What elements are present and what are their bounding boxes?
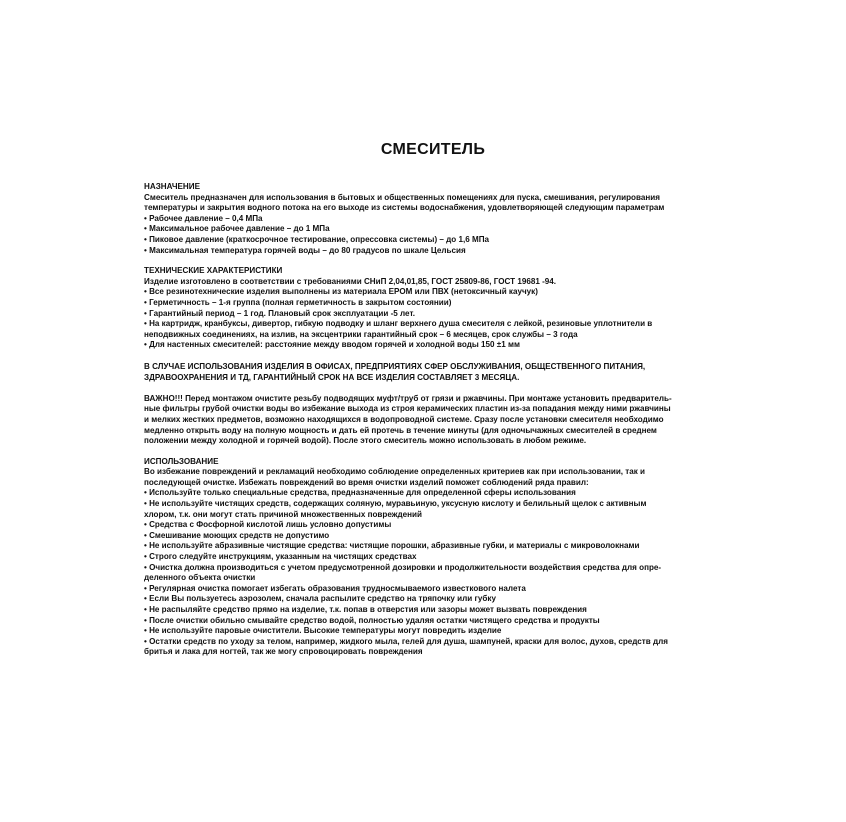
document-section [144,361,698,384]
text-line: • Очистка должна производиться с учетом предусмотренной дозировки и продолжительности воздействия средства для опре- [144,562,662,572]
text-line: • Рабочее давление – 0,4 МПа [144,213,263,223]
text-line: • Все резинотехнические изделия выполнены из материала EPOM или ПВХ (нетоксичный каучук) [144,287,538,297]
text-line: • Для настенных смесителей: расстояние между вводом горячей и холодной воды 150 ±1 мм [144,340,520,350]
text-line: хлором, т.к. они могут стать причиной множественных повреждений [144,509,422,519]
text-line: ные фильтры грубой очистки воды во избежание выхода из строя керамических пластин из-за попадания между ними ржавчины [144,404,671,414]
text-line: • Средства с Фосфорной кислотой лишь условно допустимы [144,520,392,530]
text-line: и мелких жестких предметов, возможно находящихся в водопроводной системе. Сразу после установки смесителя необходимо [144,414,664,424]
text-line: • Регулярная очистка помогает избегать образования трудносмываемого известкового налета [144,583,526,593]
document-section [144,394,698,447]
text-line: Во избежание повреждений и рекламаций необходимо соблюдение определенных критериев как при использовании, так и [144,467,646,477]
text-line: • Не используйте паровые очистители. Высокие температуры могут повредить изделие [144,626,502,636]
text-line: • Используйте только специальные средства, предназначенные для определенной сферы использования [144,488,576,498]
text-line: • Строго следуйте инструкциям, указанным на чистящих средствах [144,552,417,562]
warranty-notice-line: В СЛУЧАЕ ИСПОЛЬЗОВАНИЯ ИЗДЕЛИЯ В ОФИСАХ, ПРЕДПРИЯТИЯХ СФЕР ОБСЛУЖИВАНИЯ, ОБЩЕСТВЕННОГО ПИТАНИЯ, [144,361,646,371]
text-line: • Герметичность – 1-я группа (полная герметичность в закрытом состоянии) [144,297,452,307]
text-line: • Не распыляйте средство прямо на изделие, т.к. попав в отверстия или зазоры может вызвать повреждения [144,605,587,614]
text-line: медленно открыть воду на полную мощность и дать ей протечь в течение минуты (для одночычажных смесителей в среднем [144,425,657,435]
text-line: неподвижных соединениях, на излив, на эксцентрики гарантийный срок – 6 месяцев, срок службы – 3 года [144,329,578,339]
section-heading: ТЕХНИЧЕСКИЕ ХАРАКТЕРИСТИКИ [144,266,283,276]
text-line: • Смешивание моющих средств не допустимо [144,530,330,540]
text-line: положении между холодной и горячей водой). После этого смеситель можно использовать в любом режиме. [144,436,587,446]
text-line: ВАЖНО!!! Перед монтажом очистите резьбу подводящих муфт/труб от грязи и ржавчины. При монтаже установить предваритель- [144,393,672,403]
section-heading: НАЗНАЧЕНИЕ [144,182,200,191]
warranty-notice-line: ЗДРАВООХРАНЕНИЯ И ТД, ГАРАНТИЙНЫЙ СРОК НА ВСЕ ИЗДЕЛИЯ СОСТАВЛЯЕТ 3 МЕСЯЦА. [144,373,520,383]
text-line: • Пиковое давление (краткосрочное тестирование, опрессовка системы) – до 1,6 МПа [144,234,490,244]
text-line: • Максимальное рабочее давление – до 1 МПа [144,224,330,234]
text-line: Изделие изготовлено в соответствии с требованиями СНиП 2,04,01,85, ГОСТ 25809-86, ГОСТ 19681 -94. [144,276,557,286]
text-line: температуры и закрытия водного потока на его выходе из системы водоснабжения, удовлетворяющей следующим параметрам [144,203,665,213]
text-line: деленного объекта очистки [144,573,256,583]
text-line: последующей очистке. Избежать повреждений во время очистки изделий поможет соблюдений ряда правил: [144,477,589,487]
text-line: • Не используйте абразивные чистящие средства: чистящие порошки, абразивные губки, и материалы с микроволокнами [144,541,640,551]
document-page [144,141,698,668]
text-line: • На картридж, кранбуксы, дивертор, гибкую подводку и шланг верхнего душа смесителя с лейкой, резиновые уплотнители в [144,319,653,329]
document-title: СМЕСИТЕЛЬ [380,141,486,158]
text-line: • Если Вы пользуетесь аэрозолем, сначала распылите средство на тряпочку или губку [144,594,496,604]
text-line: • После очистки обильно смывайте средство водой, полностью удаляя остатки чистящего средства и продукты [144,615,600,625]
text-line: Смеситель предназначен для использования в бытовых и общественных помещениях для пуска, смешивания, регулирования [144,192,660,202]
text-line: • Максимальная температура горячей воды – до 80 градусов по шкале Цельсия [144,245,466,255]
text-line: • Остатки средств по уходу за телом, например, жидкого мыла, гелей для душа, шампуней, краски для волос, духов, средств для [144,636,668,646]
document-body [144,182,698,658]
text-line: • Не используйте чистящих средств, содержащих соляную, муравьиную, уксусную кислоту и белильный щелок с активным [144,499,647,509]
document-section [144,457,698,658]
text-line: бритья и лака для ногтей, так же могу спровоцировать повреждения [144,647,423,657]
text-line: • Гарантийный период – 1 год. Плановый срок эксплуатации -5 лет. [144,308,415,318]
document-section [144,182,698,256]
section-heading: ИСПОЛЬЗОВАНИЕ [144,456,219,466]
document-section [144,266,698,351]
